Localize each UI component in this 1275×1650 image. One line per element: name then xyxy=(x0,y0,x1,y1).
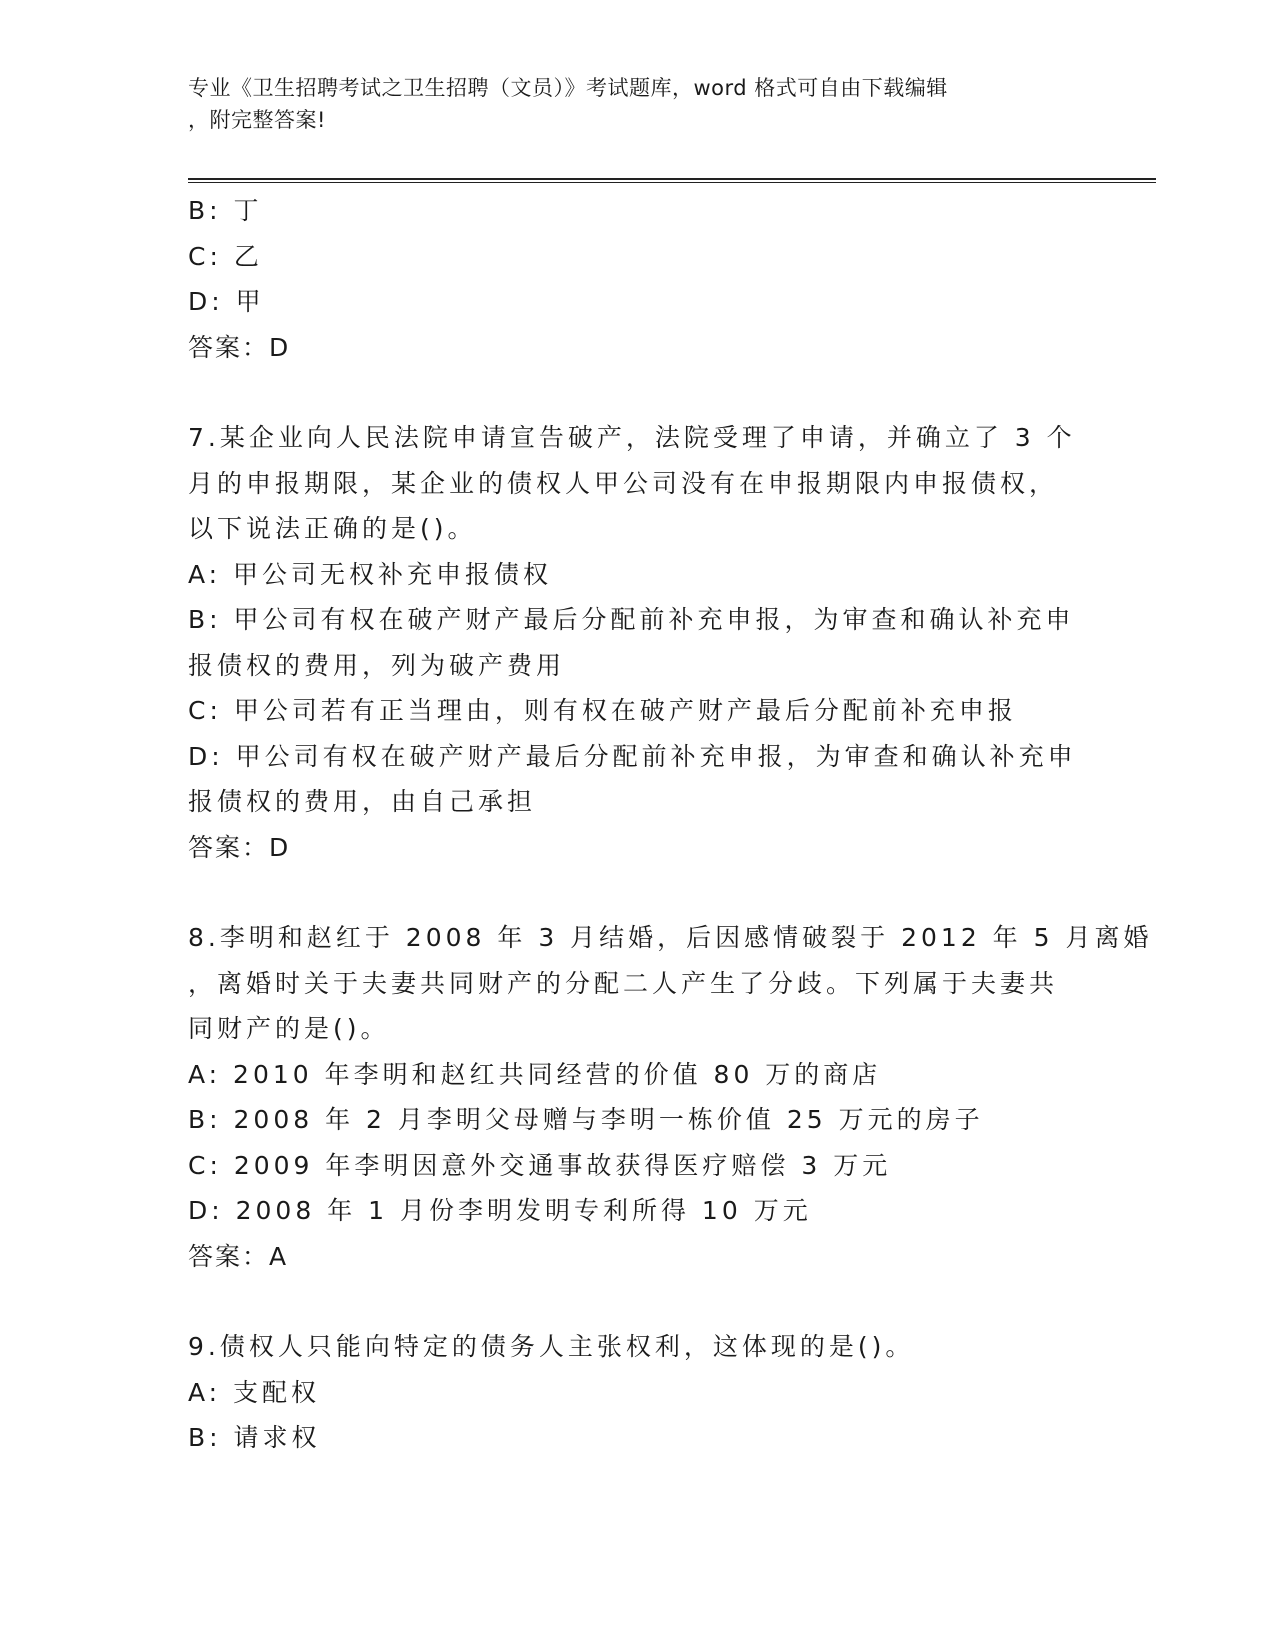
answer-line: 答案：D xyxy=(188,832,291,862)
option-b-continued: 报债权的费用，列为破产费用 xyxy=(188,650,566,680)
answer-line: 答案：D xyxy=(188,332,291,362)
question-9 xyxy=(188,1324,1088,1461)
option-b: B: 甲公司有权在破产财产最后分配前补充申报，为审查和确认补充申 xyxy=(188,605,1075,634)
document-body xyxy=(188,188,1153,1461)
option-a: A: 2010 年李明和赵红共同经营的价值 80 万的商店 xyxy=(188,1059,882,1089)
answer-line: 答案：A xyxy=(188,1241,289,1271)
option-c: C: 甲公司若有正当理由，则有权在破产财产最后分配前补充申报 xyxy=(188,696,1017,725)
question-text: 以下说法正确的是()。 xyxy=(188,514,477,543)
question-text: 7.某企业向人民法院申请宣告破产，法院受理了申请，并确立了 3 个 xyxy=(188,423,1076,452)
spacer xyxy=(188,870,1088,915)
option-c: C: 乙 xyxy=(188,241,263,271)
question-text: 同财产的是()。 xyxy=(188,1014,390,1043)
option-d: D: 甲公司有权在破产财产最后分配前补充申报，为审查和确认补充申 xyxy=(188,741,1077,771)
previous-question-tail xyxy=(188,188,1088,370)
header-title-line-2: ，附完整答案! xyxy=(188,108,326,132)
option-b: B: 丁 xyxy=(188,196,263,225)
header-divider xyxy=(188,178,1156,183)
option-b: B: 请求权 xyxy=(188,1423,321,1452)
option-c: C: 2009 年李明因意外交通事故获得医疗赔偿 3 万元 xyxy=(188,1150,892,1180)
question-text: ，离婚时关于夫妻共同财产的分配二人产生了分歧。下列属于夫妻共 xyxy=(188,968,1059,998)
question-text: 9.债权人只能向特定的债务人主张权利，这体现的是()。 xyxy=(188,1332,915,1361)
option-d-continued: 报债权的费用，由自己承担 xyxy=(188,787,537,816)
option-b: B: 2008 年 2 月李明父母赠与李明一栋价值 25 万元的房子 xyxy=(188,1105,984,1134)
question-text: 月的申报期限，某企业的债权人甲公司没有在申报期限内申报债权， xyxy=(188,468,1059,498)
question-text: 8.李明和赵红于 2008 年 3 月结婚，后因感情破裂于 2012 年 5 月离婚 xyxy=(188,923,1153,952)
option-d: D: 甲 xyxy=(188,287,265,316)
option-d: D: 2008 年 1 月份李明发明专利所得 10 万元 xyxy=(188,1196,812,1225)
question-7 xyxy=(188,415,1088,870)
document-header xyxy=(188,72,1068,136)
spacer xyxy=(188,1279,1088,1324)
question-8 xyxy=(188,915,1153,1279)
option-a: A: 支配权 xyxy=(188,1377,321,1407)
spacer xyxy=(188,370,1088,415)
header-title-line-1: 专业《卫生招聘考试之卫生招聘（文员）》考试题库，word 格式可自由下载编辑 xyxy=(188,76,948,100)
option-a: A: 甲公司无权补充申报债权 xyxy=(188,559,553,589)
